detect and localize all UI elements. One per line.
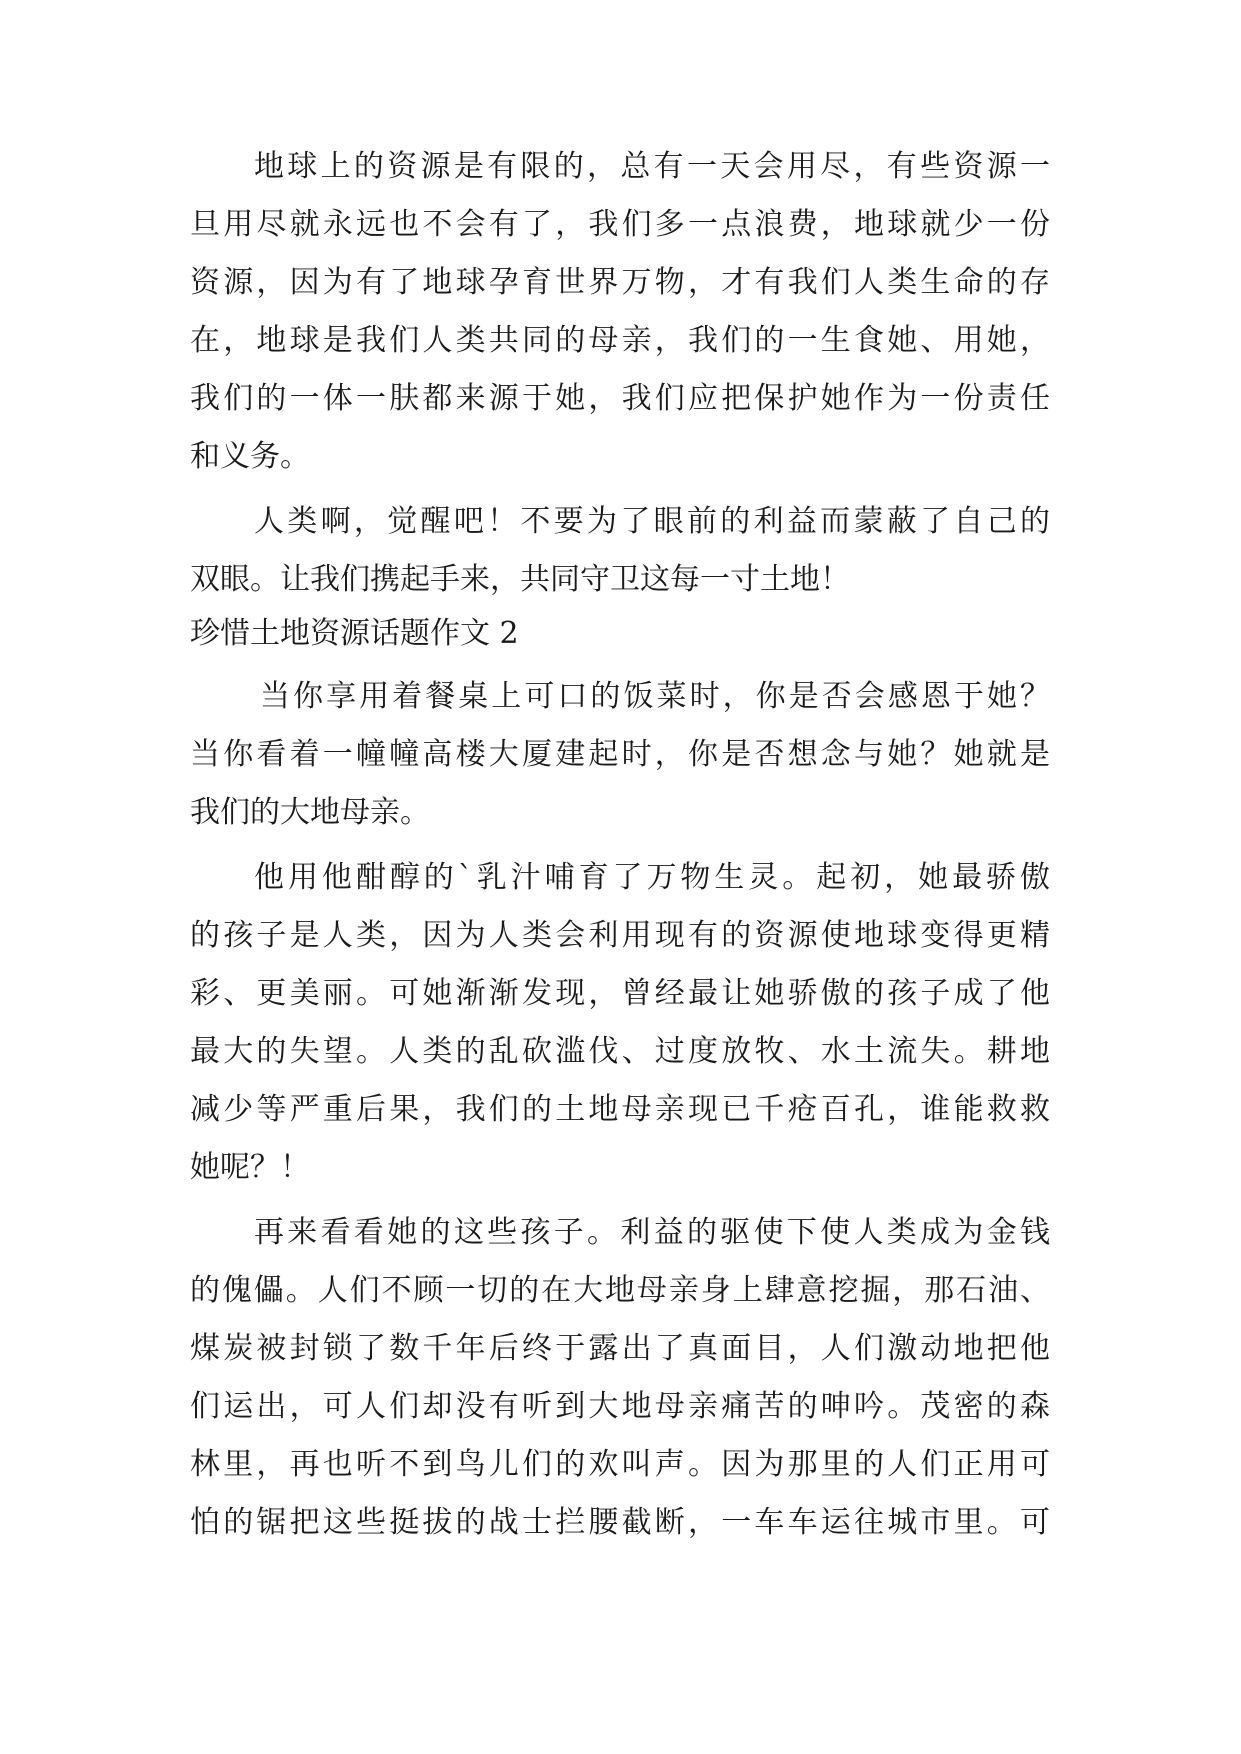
section-heading: 珍惜土地资源话题作文 2 — [190, 616, 519, 651]
paragraph-2-line-2: 双眼。让我们携起手来，共同守卫这每一寸土地！ — [190, 562, 850, 597]
paragraph-4-line-2: 的孩子是人类，因为人类会利用现有的资源使地球变得更精 — [190, 918, 1050, 953]
paragraph-4-line-1: 他用他酣醇的`乳汁哺育了万物生灵。起初，她最骄傲 — [254, 860, 1050, 895]
paragraph-5-line-1: 再来看看她的这些孩子。利益的驱使下使人类成为金钱 — [254, 1215, 1050, 1250]
paragraph-4-line-5: 减少等严重后果，我们的土地母亲现已千疮百孔，谁能救救 — [190, 1092, 1050, 1127]
paragraph-3-line-1: 当你享用着餐桌上可口的饭菜时，你是否会感恩于她？ — [260, 679, 1050, 714]
paragraph-1-line-2: 旦用尽就永远也不会有了，我们多一点浪费，地球就少一份 — [190, 207, 1050, 242]
paragraph-1-line-3: 资源，因为有了地球孕育世界万物，才有我们人类生命的存 — [190, 265, 1050, 300]
paragraph-1-line-6: 和义务。 — [190, 439, 310, 474]
paragraph-4-line-3: 彩、更美丽。可她渐渐发现，曾经最让她骄傲的孩子成了他 — [190, 976, 1050, 1011]
paragraph-5-line-3: 煤炭被封锁了数千年后终于露出了真面目，人们激动地把他 — [190, 1331, 1050, 1366]
paragraph-5-line-6: 怕的锯把这些挺拔的战士拦腰截断，一车车运往城市里。可 — [190, 1505, 1050, 1540]
paragraph-2-line-1: 人类啊，觉醒吧！不要为了眼前的利益而蒙蔽了自己的 — [254, 504, 1050, 539]
paragraph-3-line-3: 我们的大地母亲。 — [190, 795, 430, 830]
paragraph-4-line-6: 她呢？！ — [190, 1150, 310, 1185]
paragraph-5-line-4: 们运出，可人们却没有听到大地母亲痛苦的呻吟。茂密的森 — [190, 1389, 1050, 1424]
paragraph-5-line-2: 的傀儡。人们不顾一切的在大地母亲身上肆意挖掘，那石油、 — [190, 1273, 1050, 1308]
paragraph-1-line-1: 地球上的资源是有限的，总有一天会用尽，有些资源一 — [254, 149, 1050, 184]
paragraph-1-line-4: 在，地球是我们人类共同的母亲，我们的一生食她、用她， — [190, 323, 1050, 358]
paragraph-3-line-2: 当你看着一幢幢高楼大厦建起时，你是否想念与她？她就是 — [190, 737, 1050, 772]
paragraph-1-line-5: 我们的一体一肤都来源于她，我们应把保护她作为一份责任 — [190, 381, 1050, 416]
paragraph-5-line-5: 林里，再也听不到鸟儿们的欢叫声。因为那里的人们正用可 — [190, 1447, 1050, 1482]
paragraph-4-line-4: 最大的失望。人类的乱砍滥伐、过度放牧、水土流失。耕地 — [190, 1034, 1050, 1069]
